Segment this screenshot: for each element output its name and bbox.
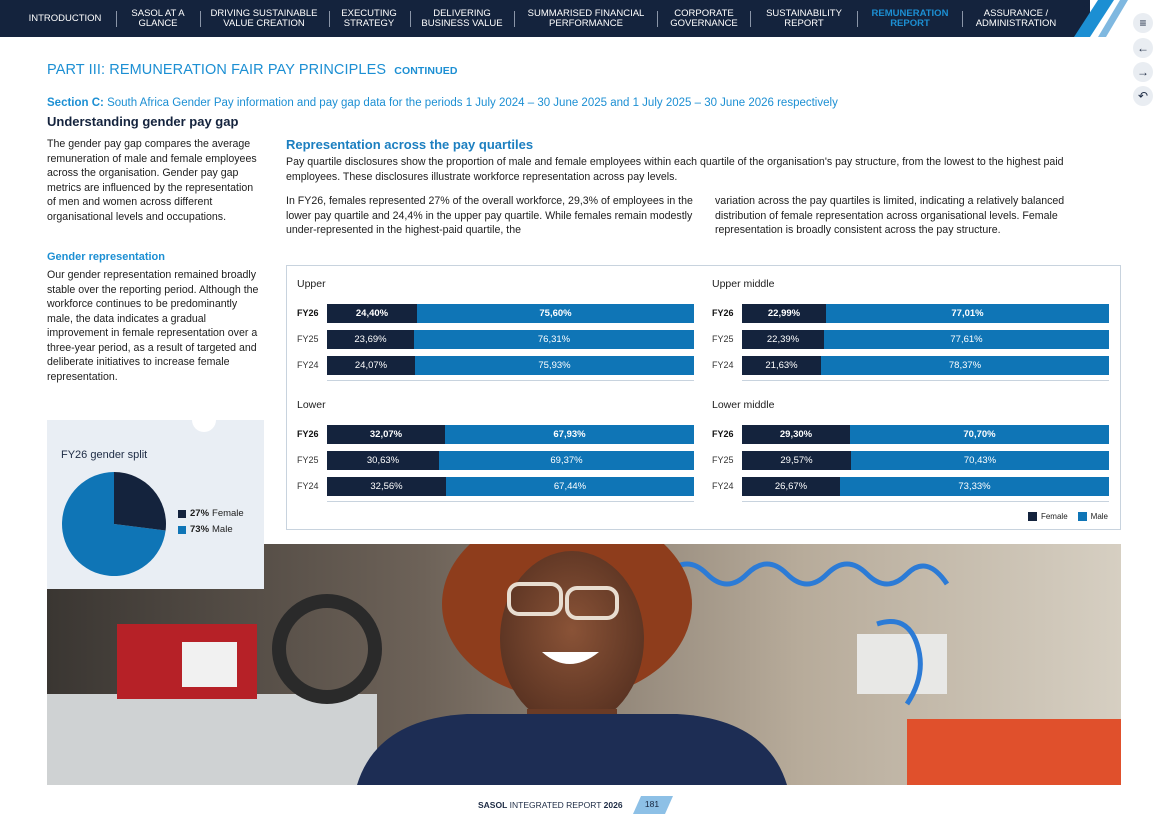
- bar-male: 67,93%: [445, 425, 694, 444]
- continued-label: CONTINUED: [394, 65, 458, 77]
- chart-legend: [1018, 512, 1108, 521]
- footer-year: 2026: [603, 800, 623, 810]
- page-number: 181: [644, 799, 660, 809]
- nav-divider: [116, 11, 117, 27]
- section-text: South Africa Gender Pay information and pay gap data for the periods 1 July 2024 – 30 June 2025 and 1 July 2025 – 30 June 2026 respectively: [103, 97, 838, 109]
- bar-male: 70,43%: [851, 451, 1109, 470]
- representation-heading: Representation across the pay quartiles: [286, 137, 534, 152]
- page-footer: [0, 798, 1168, 812]
- nav-divider: [750, 11, 751, 27]
- bar-row: [712, 330, 1109, 349]
- pie-legend-male: [178, 524, 233, 535]
- legend-female: Female: [1028, 512, 1068, 521]
- bar-track: [742, 477, 1109, 496]
- nav-divider: [329, 11, 330, 27]
- quartile-title: Upper: [297, 278, 326, 290]
- bar-female: 24,40%: [327, 304, 417, 323]
- gender-representation-heading: Gender representation: [47, 251, 165, 263]
- bar-row: [297, 330, 694, 349]
- year-label: FY26: [712, 429, 734, 439]
- year-label: FY26: [712, 308, 734, 318]
- nav-corporate-governance[interactable]: CORPORATE GOVERNANCE: [670, 7, 738, 29]
- year-label: FY24: [297, 360, 319, 370]
- representation-column-1: In FY26, females represented 27% of the overall workforce, 29,3% of employees in the lower pay quartile and 24,4% in the upper pay quartile. While females remain modestly under-represented in the highest-paid quartile, the: [286, 195, 693, 236]
- bar-female: 30,63%: [327, 451, 439, 470]
- gender-split-card: [47, 420, 264, 589]
- bar-track: [742, 425, 1109, 444]
- bar-female: 22,39%: [742, 330, 824, 349]
- bar-male: 77,61%: [824, 330, 1109, 349]
- bar-row: [712, 304, 1109, 323]
- top-navigation: [0, 0, 1090, 37]
- year-label: FY24: [297, 481, 319, 491]
- quartile-title: Lower middle: [712, 399, 775, 411]
- page-title: [47, 62, 458, 78]
- footer-report: INTEGRATED REPORT: [507, 800, 604, 810]
- bar-female: 21,63%: [742, 356, 821, 375]
- year-label: FY25: [712, 455, 734, 465]
- year-label: FY25: [297, 334, 319, 344]
- bar-track: [327, 330, 694, 349]
- female-label: Female: [212, 508, 244, 519]
- bar-row: [712, 451, 1109, 470]
- year-label: FY24: [712, 360, 734, 370]
- card-notch: [192, 420, 216, 432]
- bar-male: 69,37%: [439, 451, 694, 470]
- representation-intro: Pay quartile disclosures show the proportion of male and female employees within each quartile of the organisation's pay structure, from the lowest to the highest paid employees. These disclosures illustrate workforce representation across pay levels.: [286, 156, 1064, 183]
- bar-track: [742, 330, 1109, 349]
- bar-male: 78,37%: [821, 356, 1109, 375]
- representation-column-2: variation across the pay quartiles is limited, indicating a relatively balanced distribution of female representation across organisational levels. Female representation is broadly consistent across the pay structure.: [715, 195, 1065, 236]
- nav-decoration-stripes: [1068, 0, 1138, 37]
- nav-divider: [410, 11, 411, 27]
- bar-row: [297, 356, 694, 375]
- understanding-heading: Understanding gender pay gap: [47, 114, 239, 129]
- bar-female: 24,07%: [327, 356, 415, 375]
- gender-pie-chart: [61, 471, 167, 577]
- bar-track: [742, 304, 1109, 323]
- bar-female: 29,57%: [742, 451, 851, 470]
- pie-legend-female: [178, 508, 244, 519]
- year-label: FY24: [712, 481, 734, 491]
- pie-slice-female: [114, 472, 166, 531]
- nav-delivering-business-value[interactable]: DELIVERING BUSINESS VALUE: [421, 7, 503, 29]
- gender-representation-body: Our gender representation remained broadly stable over the reporting period. Although the workforce continues to be predominantly male, the data indicates a gradual improvement in female representation over a three-year period, as a result of targeted and deliberate initiatives to increase female representation.: [47, 269, 259, 383]
- nav-divider: [657, 11, 658, 27]
- year-label: FY25: [712, 334, 734, 344]
- bar-female: 29,30%: [742, 425, 850, 444]
- nav-sustainability-report[interactable]: SUSTAINABILITY REPORT: [766, 7, 842, 29]
- bar-male: 67,44%: [446, 477, 694, 496]
- bar-male: 77,01%: [826, 304, 1109, 323]
- quartile-title: Lower: [297, 399, 326, 411]
- bar-female: 32,56%: [327, 477, 446, 496]
- nav-divider: [514, 11, 515, 27]
- bar-row: [712, 477, 1109, 496]
- footer-report-title: [478, 800, 623, 810]
- bar-row: [297, 451, 694, 470]
- bar-female: 23,69%: [327, 330, 414, 349]
- pay-quartile-chart: [286, 265, 1121, 530]
- back-arrow-icon[interactable]: ←: [1133, 38, 1153, 58]
- quartile-baseline: [742, 380, 1109, 381]
- menu-icon[interactable]: ≡: [1133, 13, 1153, 33]
- bar-track: [742, 356, 1109, 375]
- return-icon[interactable]: ↶: [1133, 86, 1153, 106]
- bar-track: [327, 425, 694, 444]
- nav-introduction[interactable]: INTRODUCTION: [28, 12, 102, 24]
- bar-female: 22,99%: [742, 304, 826, 323]
- nav-divider: [857, 11, 858, 27]
- bar-track: [742, 451, 1109, 470]
- nav-assurance-administration[interactable]: ASSURANCE / ADMINISTRATION: [975, 7, 1057, 29]
- gender-pay-gap-body: The gender pay gap compares the average remuneration of male and female employees across the organisation. Gender pay gap metrics are influenced by the representation of men and women across different organisational levels and occupations.: [47, 138, 257, 223]
- bar-track: [327, 451, 694, 470]
- male-label: Male: [212, 524, 233, 535]
- section-heading: [47, 97, 838, 109]
- bar-track: [327, 304, 694, 323]
- year-label: FY25: [297, 455, 319, 465]
- bar-female: 26,67%: [742, 477, 840, 496]
- bar-track: [327, 477, 694, 496]
- bar-male: 75,93%: [415, 356, 694, 375]
- quartile-title: Upper middle: [712, 278, 775, 290]
- quartile-baseline: [327, 380, 694, 381]
- forward-arrow-icon[interactable]: →: [1133, 62, 1153, 82]
- nav-divider: [200, 11, 201, 27]
- bar-row: [712, 425, 1109, 444]
- year-label: FY26: [297, 429, 319, 439]
- nav-remuneration-report[interactable]: REMUNERATION REPORT: [871, 7, 949, 29]
- male-share: 73%: [190, 524, 210, 535]
- bar-row: [297, 304, 694, 323]
- bar-male: 73,33%: [840, 477, 1109, 496]
- footer-brand: SASOL: [478, 800, 508, 810]
- year-label: FY26: [297, 308, 319, 318]
- bar-row: [297, 425, 694, 444]
- female-share: 27%: [190, 508, 210, 519]
- quartile-baseline: [327, 501, 694, 502]
- legend-male: Male: [1078, 512, 1108, 521]
- bar-female: 32,07%: [327, 425, 445, 444]
- nav-divider: [962, 11, 963, 27]
- pie-title: FY26 gender split: [61, 449, 148, 461]
- nav-executing-strategy[interactable]: EXECUTING STRATEGY: [341, 7, 397, 29]
- bar-row: [712, 356, 1109, 375]
- quartile-baseline: [742, 501, 1109, 502]
- bar-row: [297, 477, 694, 496]
- bar-male: 75,60%: [417, 304, 694, 323]
- section-label: Section C:: [47, 97, 104, 109]
- nav-driving-sustainable-value[interactable]: DRIVING SUSTAINABLE VALUE CREATION: [210, 7, 318, 29]
- nav-sasol-at-a-glance[interactable]: SASOL AT A GLANCE: [131, 7, 185, 29]
- part-title-text: PART III: REMUNERATION FAIR PAY PRINCIPLES: [47, 62, 387, 78]
- bar-male: 70,70%: [850, 425, 1109, 444]
- nav-summarised-financial[interactable]: SUMMARISED FINANCIAL PERFORMANCE: [527, 7, 645, 29]
- bar-track: [327, 356, 694, 375]
- bar-male: 76,31%: [414, 330, 694, 349]
